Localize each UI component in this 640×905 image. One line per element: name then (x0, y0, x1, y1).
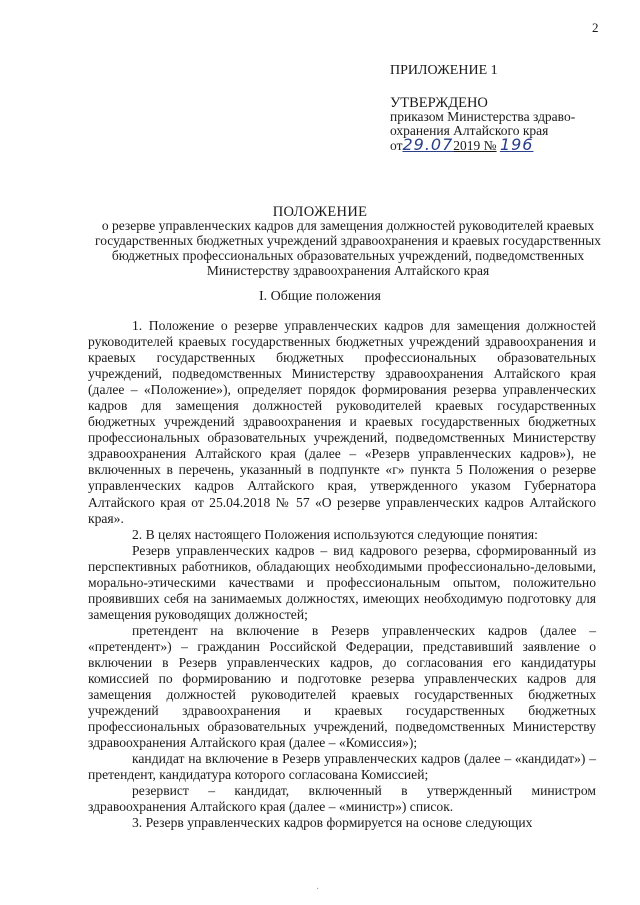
handwritten-order-number: 196 (499, 135, 534, 154)
paragraph: претендент на включение в Резерв управленческих кадров (далее – «претендент») – гражданин Российской Федерации, представивший заявление о включении в Резерв управленческих кадров, до согласования его кандидатуры комиссией по формированию и подготовке резерва управленческих кадров для замещения должностей руководителей краевых государственных бюджетных учреждений здравоохранения и краевых государственных бюджетных профессиональных образовательных учреждений, подведомственных Министерству здравоохранения Алтайского края (далее – «Комиссия»); (88, 622, 596, 751)
approval-order-line1: приказом Министерства здраво- (390, 109, 576, 124)
document-subtitle: о резерве управленческих кадров для замещения должностей руководителей краевых государственных бюджетных учреждений здравоохранения и краевых государственных бюджетных профессиональных образовательных учреждений, подведомственных Министерству здравоохранения Алтайского края (95, 218, 601, 278)
document-body (88, 318, 596, 832)
paragraph: 3. Резерв управленческих кадров формируется на основе следующих (132, 815, 533, 831)
appendix-label: ПРИЛОЖЕНИЕ 1 (390, 63, 498, 78)
page-number: 2 (592, 20, 599, 35)
approval-block (390, 96, 575, 153)
scan-mark: · (316, 884, 320, 895)
approval-date-line (390, 135, 575, 154)
paragraph: резервист – кандидат, включенный в утвержденный министром здравоохранения Алтайского края (далее – «министр») список. (88, 783, 596, 815)
paragraph: 2. В целях настоящего Положения используются следующие понятия: (132, 526, 538, 542)
section-title: I. Общие положения (259, 289, 381, 304)
paragraph: кандидат на включение в Резерв управленческих кадров (далее – «кандидат») – претендент, кандидатура которого согласована Комиссией; (88, 751, 596, 783)
document-title: ПОЛОЖЕНИЕ (272, 204, 368, 220)
approval-from: от (390, 138, 403, 153)
paragraph: 1. Положение о резерве управленческих кадров для замещения должностей руководителей краевых государственных бюджетных учреждений здравоохранения и краевых государственных бюджетных профессиональных образовательных учреждений, подведомственных Министерству здравоохранения Алтайского края (далее – «Положение»), определяет порядок формирования резерва управленческих кадров для замещения должностей руководителей краевых государственных бюджетных учреждений здравоохранения и краевых государственных бюджетных профессиональных образовательных учреждений, подведомственных Министерству здравоохранения Алтайского края (далее – «Резерв управленческих кадров»), не включенных в перечень, указанный в подпункте «г» пункта 5 Положения о резерве управленческих кадров Алтайского края, утвержденного указом Губернатора Алтайского края от 25.04.2018 № 57 «О резерве управленческих кадров Алтайского края». (88, 318, 596, 526)
paragraph: Резерв управленческих кадров – вид кадрового резерва, сформированный из перспективных работников, обладающих необходимыми профессионально-деловыми, морально-этическими качествами и профессиональным опытом, положительно проявивших себя на занимаемых должностях, имеющих необходимую подготовку для замещения руководящих должностей; (88, 542, 596, 622)
approval-year: 2019 № (453, 138, 497, 153)
approved-heading: УТВЕРЖДЕНО (390, 95, 488, 111)
approval-order-line2: охранения Алтайского края (390, 123, 549, 138)
handwritten-date: 29.07 (402, 135, 454, 154)
